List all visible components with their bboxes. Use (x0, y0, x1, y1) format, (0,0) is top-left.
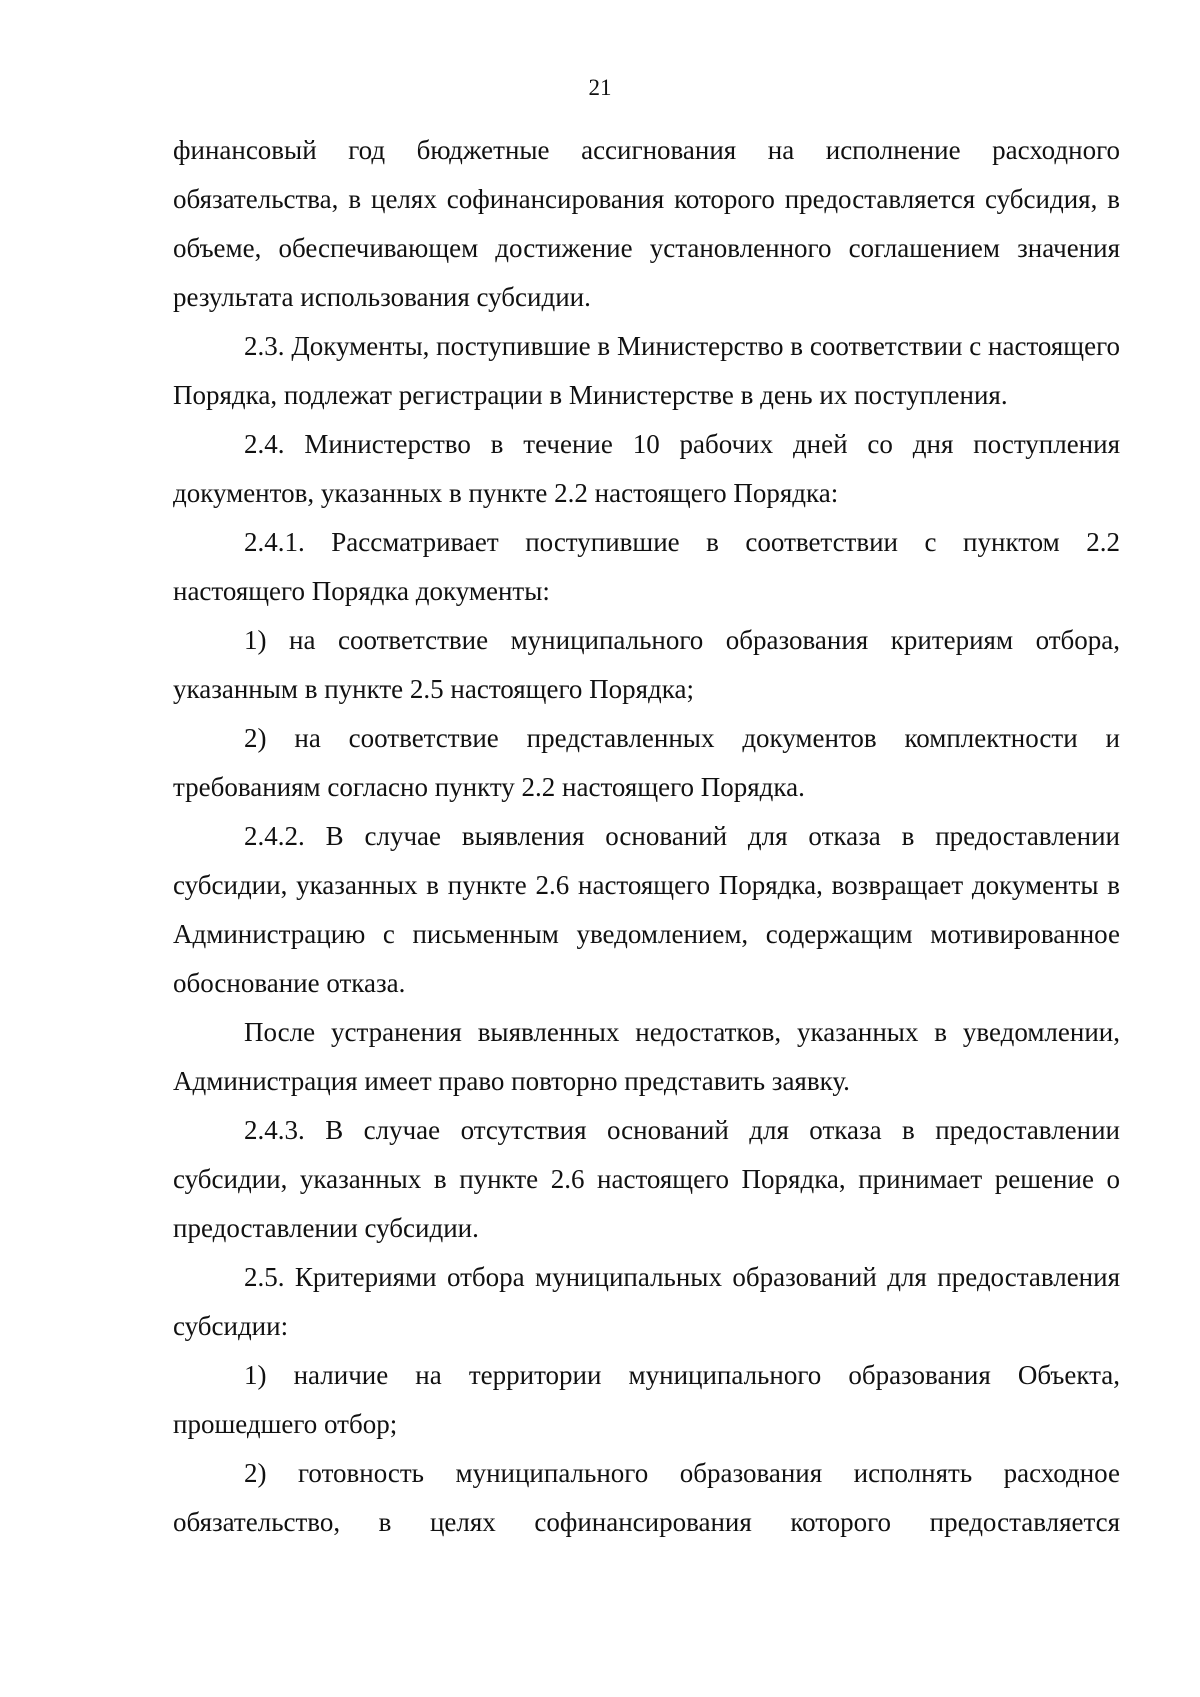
paragraph-2-4-2: 2.4.2. В случае выявления оснований для отказа в предоставлении субсидии, указанных в пункте 2.6 настоящего Порядка, возвращает документы в Администрацию с письменным уведомлением, содержащим мотивированное обоснование отказа. (173, 821, 1120, 998)
paragraph-2-4-1: 2.4.1. Рассматривает поступившие в соответствии с пунктом 2.2 настоящего Порядка документы: (173, 527, 1120, 606)
page-number: 21 (588, 75, 612, 100)
paragraph-2-4-1-item-1: 1) на соответствие муниципального образования критериям отбора, указанным в пункте 2.5 настоящего Порядка; (173, 625, 1120, 704)
paragraph-2-5-item-2: 2) готовность муниципального образования исполнять расходное обязательство, в целях софинансирования которого предоставляется (173, 1458, 1120, 1537)
paragraph-2-4-3: 2.4.3. В случае отсутствия оснований для отказа в предоставлении субсидии, указанных в пункте 2.6 настоящего Порядка, принимает решение о предоставлении субсидии. (173, 1115, 1120, 1243)
paragraph-resubmission: После устранения выявленных недостатков, указанных в уведомлении, Администрация имеет право повторно представить заявку. (173, 1017, 1120, 1096)
paragraph-2-5: 2.5. Критериями отбора муниципальных образований для предоставления субсидии: (173, 1262, 1120, 1341)
paragraph-2-3: 2.3. Документы, поступившие в Министерство в соответствии с настоящего Порядка, подлежат регистрации в Министерстве в день их поступления. (173, 331, 1120, 410)
paragraph-budget-allocations: финансовый год бюджетные ассигнования на исполнение расходного обязательства, в целях софинансирования которого предоставляется субсидия, в объеме, обеспечивающем достижение установленного соглашением значения результата использования субсидии. (173, 135, 1120, 312)
paragraph-2-5-item-1: 1) наличие на территории муниципального образования Объекта, прошедшего отбор; (173, 1360, 1120, 1439)
document-body (173, 126, 1120, 1547)
paragraph-2-4: 2.4. Министерство в течение 10 рабочих дней со дня поступления документов, указанных в пункте 2.2 настоящего Порядка: (173, 429, 1120, 508)
paragraph-2-4-1-item-2: 2) на соответствие представленных документов комплектности и требованиям согласно пункту 2.2 настоящего Порядка. (173, 723, 1120, 802)
